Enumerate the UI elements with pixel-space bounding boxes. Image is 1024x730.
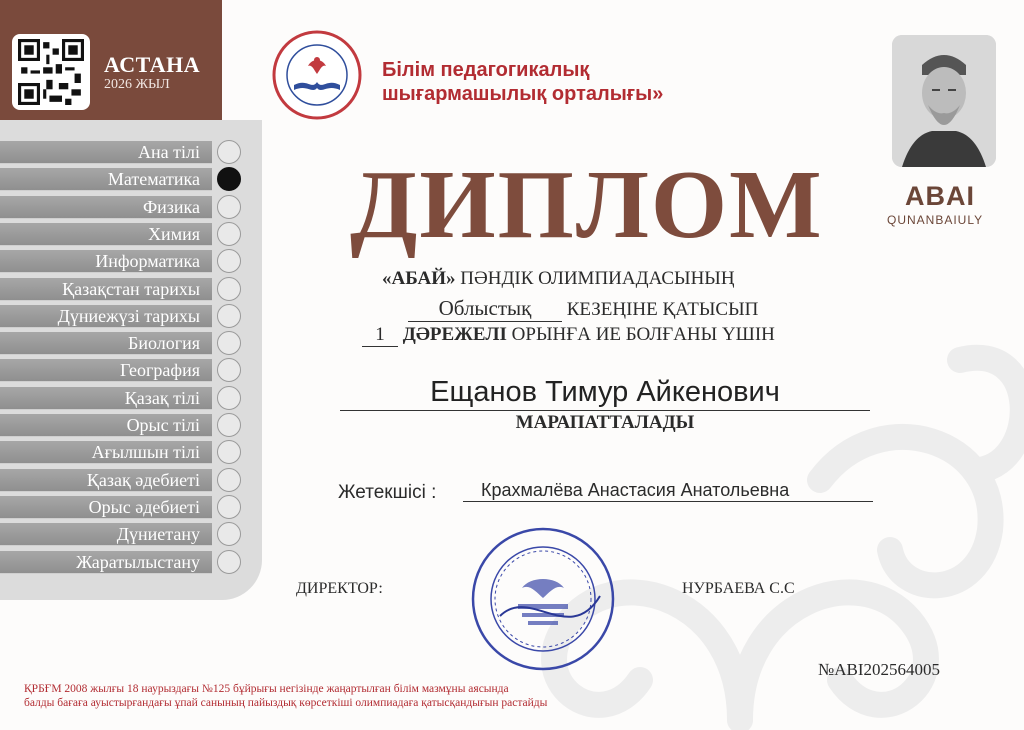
degree-label: ДӘРЕЖЕЛІ	[402, 324, 507, 345]
subject-checkbox[interactable]	[217, 468, 241, 492]
degree-text: ОРЫНҒА ИЕ БОЛҒАНЫ ҮШІН	[506, 324, 775, 345]
subject-item: Химия	[0, 223, 212, 246]
subject-item: География	[0, 359, 212, 382]
director-label: ДИРЕКТОР:	[296, 580, 383, 597]
abai-subtitle: QUNANBAIULY	[887, 213, 984, 227]
stage-text: КЕЗЕҢІНЕ ҚАТЫСЫП	[562, 299, 759, 320]
olympiad-name: «АБАЙ»	[382, 268, 456, 289]
subject-item: Ағылшын тілі	[0, 441, 212, 464]
subject-item: Ана тілі	[0, 141, 212, 164]
portrait-icon	[892, 35, 996, 167]
subject-item: Қазақ тілі	[0, 387, 212, 410]
subject-checkbox[interactable]	[217, 195, 241, 219]
awarded-label: МАРАПАТТАЛАДЫ	[515, 412, 695, 433]
subject-checkbox[interactable]	[217, 304, 241, 328]
header-brand-block	[0, 0, 222, 120]
subject-item: Қазақстан тарихы	[0, 278, 212, 301]
subject-item: Дүниетану	[0, 523, 212, 546]
subject-item: Жаратылыстану	[0, 551, 212, 574]
city-name: АСТАНА	[104, 52, 201, 77]
diploma-title: ДИПЛОМ	[350, 151, 824, 259]
footnote-line1: ҚРБҒМ 2008 жылғы 18 наурыздағы №125 бұйрығы негізінде жаңартылған білім мазмұны аясында	[24, 683, 509, 695]
center-title	[382, 58, 663, 106]
stage-line	[408, 296, 758, 322]
center-logo-icon	[272, 30, 362, 120]
director-name: НУРБАЕВА С.С	[682, 580, 795, 597]
stage-value: Облыстық	[408, 296, 562, 322]
subject-checkbox[interactable]	[217, 522, 241, 546]
footnote-line2: балды бағаға ауыстырғандағы ұпай санының пайыздық көрсеткіші олимпиадаға қатысқандығын растайды	[24, 697, 548, 709]
subject-item: Физика	[0, 196, 212, 219]
supervisor-name: Крахмалёва Анастасия Анатольевна	[463, 480, 873, 502]
subject-checkbox[interactable]	[217, 386, 241, 410]
subject-item: Қазақ әдебиеті	[0, 469, 212, 492]
subject-item: Информатика	[0, 250, 212, 273]
subject-checkbox[interactable]	[217, 550, 241, 574]
qr-code[interactable]	[12, 34, 90, 110]
subject-item: Математика	[0, 168, 212, 191]
place-value: 1	[362, 324, 398, 347]
footnote	[24, 682, 584, 710]
subject-checkbox[interactable]	[217, 413, 241, 437]
place-line	[362, 324, 775, 347]
subject-item: Биология	[0, 332, 212, 355]
subject-item: Дүниежүзі тарихы	[0, 305, 212, 328]
year-label: 2026 ЖЫЛ	[104, 77, 170, 92]
abai-portrait	[892, 35, 996, 167]
qr-code-icon	[18, 39, 84, 105]
subject-checkbox[interactable]	[217, 140, 241, 164]
olympiad-text: ПӘНДІК ОЛИМПИАДАСЫНЫҢ	[455, 268, 735, 289]
subject-checkbox[interactable]	[217, 331, 241, 355]
diploma-number: №ABI202564005	[818, 660, 940, 679]
abai-name: ABAI	[905, 181, 975, 211]
subject-item: Орыс әдебиеті	[0, 496, 212, 519]
official-stamp-icon	[470, 526, 616, 672]
subject-checkbox[interactable]	[217, 277, 241, 301]
center-title-line2: шығармашылық орталығы»	[382, 83, 664, 105]
student-name: Ещанов Тимур Айкенович	[340, 374, 870, 411]
olympiad-line	[382, 268, 735, 290]
subject-checkbox[interactable]	[217, 495, 241, 519]
subject-item: Орыс тілі	[0, 414, 212, 437]
center-title-line1: Білім педагогикалық	[382, 59, 590, 81]
subject-checkbox[interactable]	[217, 249, 241, 273]
subject-checkbox[interactable]	[217, 222, 241, 246]
supervisor-label: Жетекшісі :	[338, 482, 437, 503]
